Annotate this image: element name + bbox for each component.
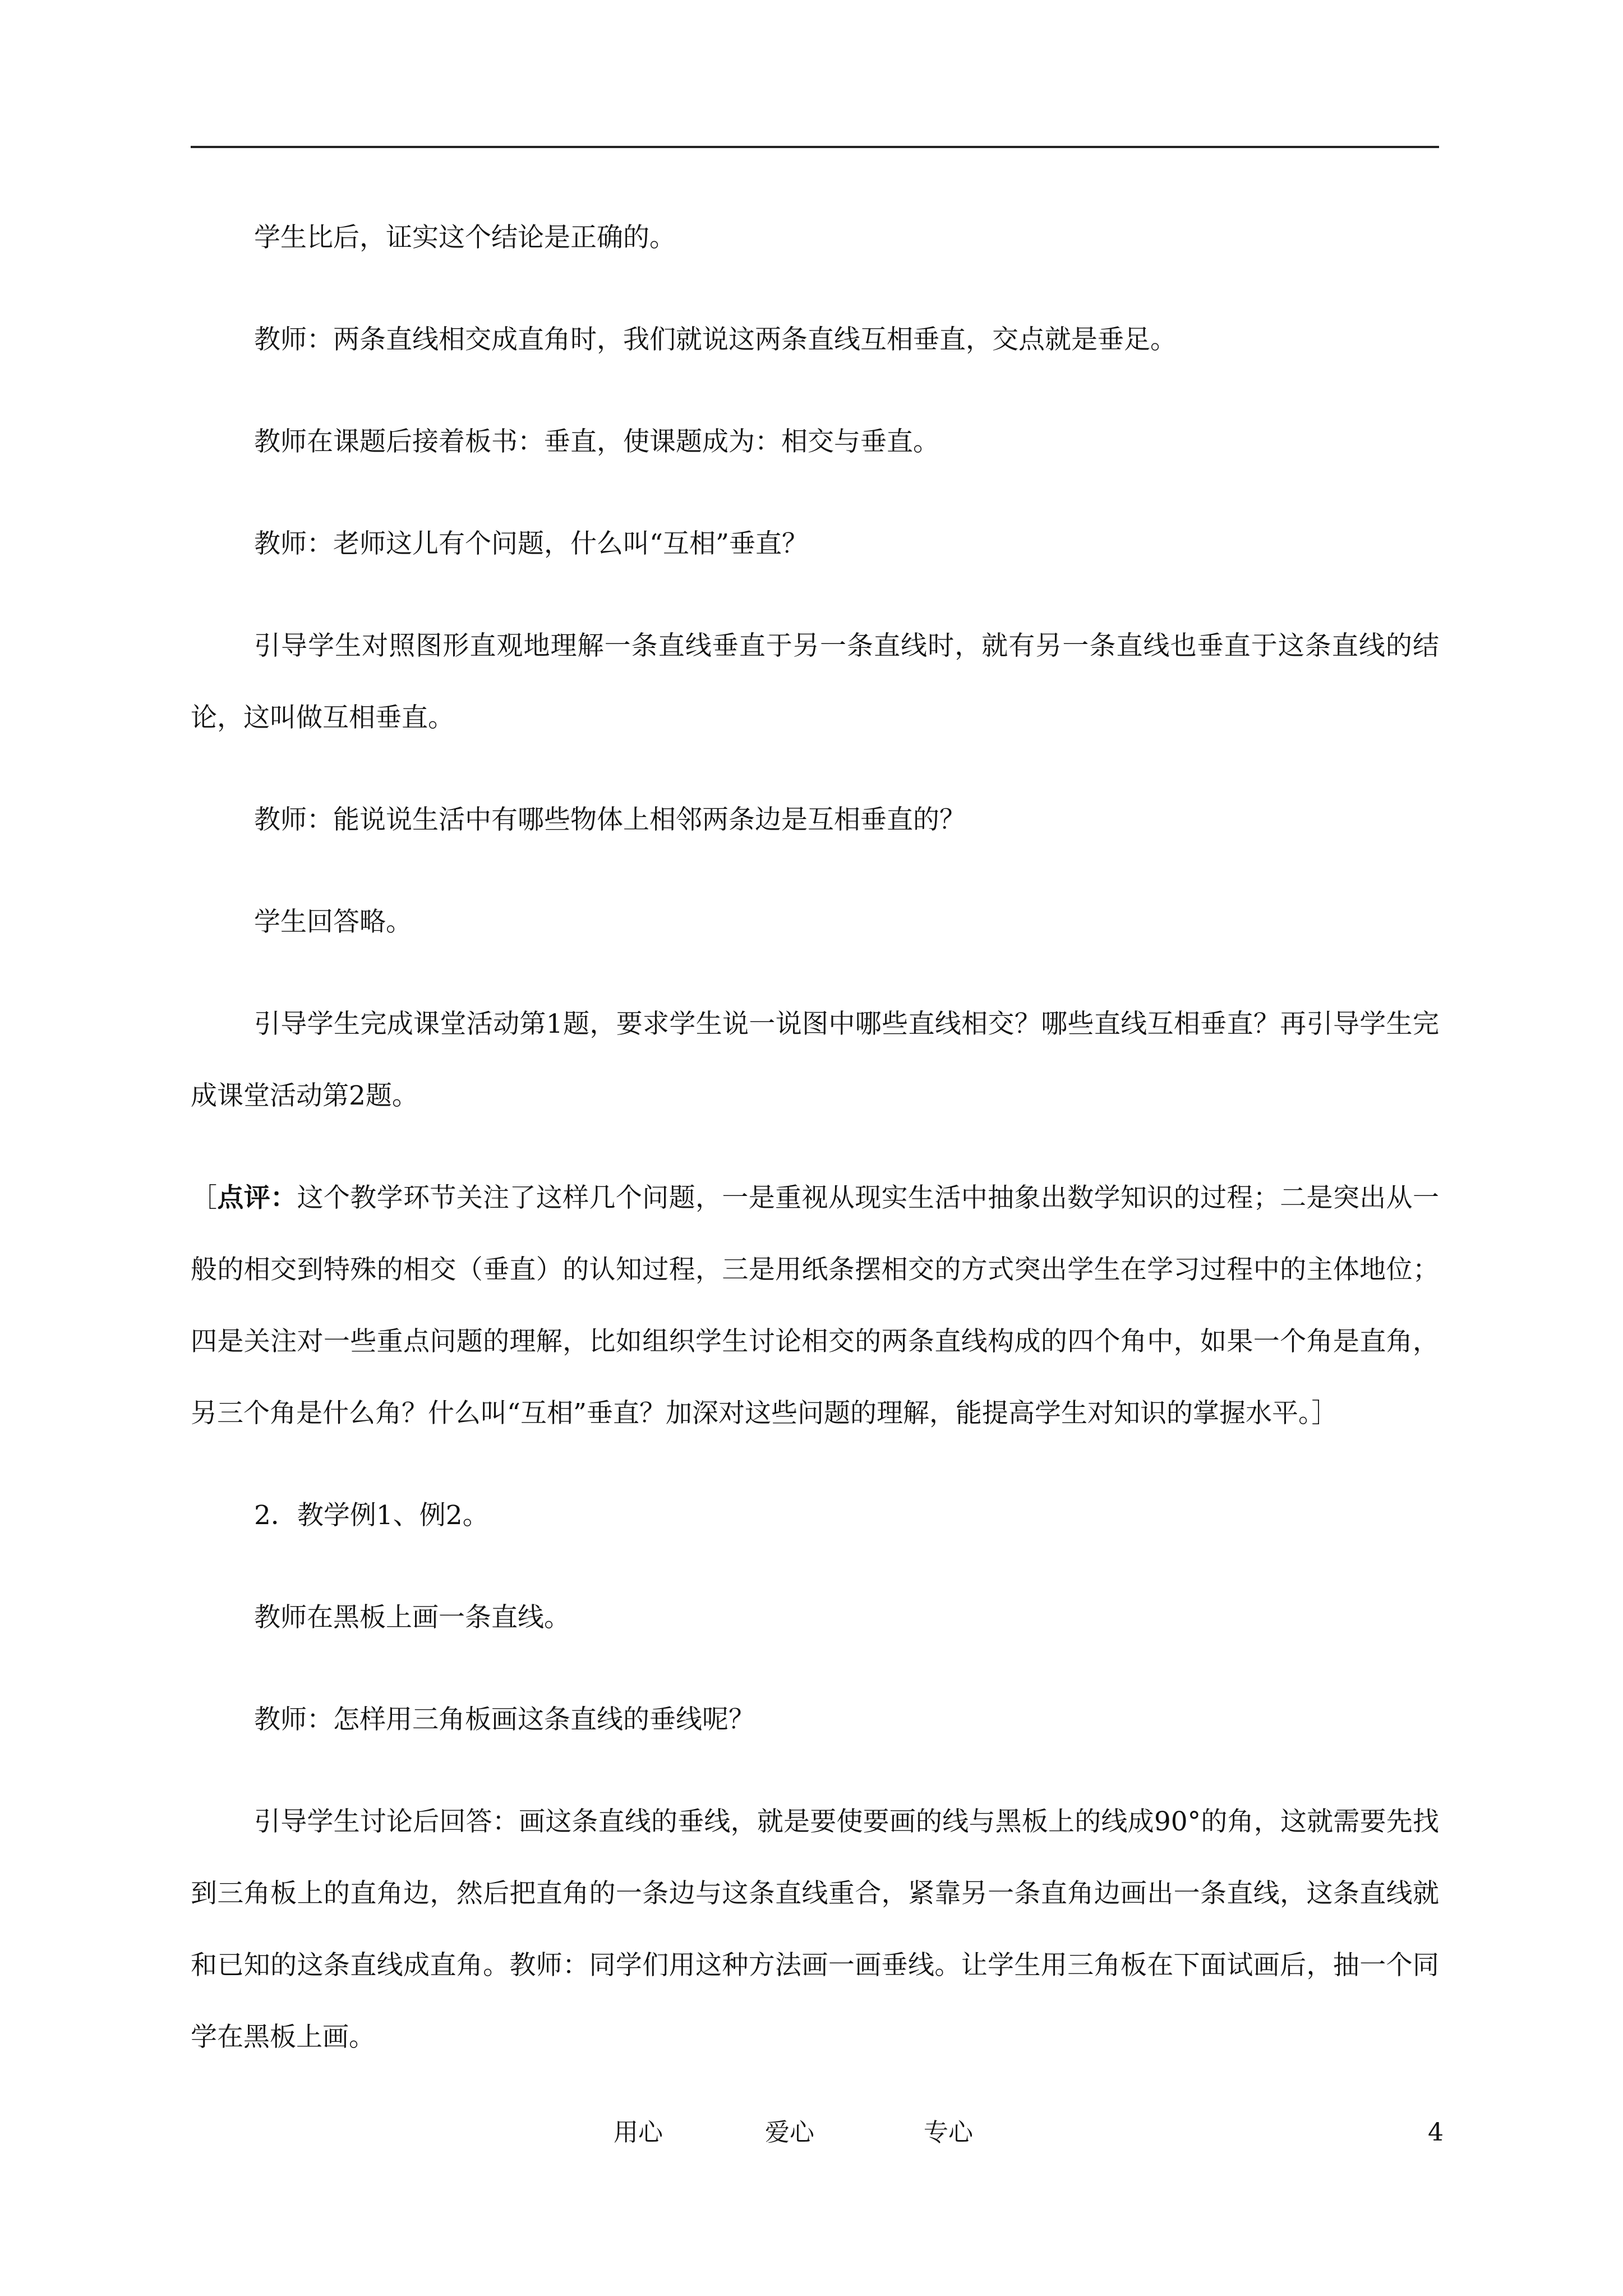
paragraph: 教师：老师这儿有个问题，什么叫“互相”垂直？ (254, 528, 809, 559)
footer-motto-item: 爱心 (765, 2118, 814, 2147)
comment-label: 点评： (217, 1182, 297, 1213)
paragraph: 学生比后，证实这个结论是正确的。 (254, 222, 676, 253)
page-number: 4 (1428, 2118, 1444, 2147)
paragraph: 教师在黑板上画一条直线。 (254, 1602, 570, 1633)
comment-text: 这个教学环节关注了这样几个问题，一是重视从现实生活中抽象出数学知识的过程；二是突出从一般的相交到特殊的相交（垂直）的认知过程，三是用纸条摆相交的方式突出学生在学习过程中的主体地位；四是关注对一些重点问题的理解，比如组织学生讨论相交的两条直线构成的四个角中，如果一个角是直角，另三个角是什么角？什么叫“互相”垂直？加深对这些问题的理解，能提高学生对知识的掌握水平。］ (191, 1182, 1440, 1429)
paragraph: 学生回答略。 (254, 907, 412, 937)
paragraph: 引导学生对照图形直观地理解一条直线垂直于另一条直线时，就有另一条直线也垂直于这条直线的结论，这叫做互相垂直。 (191, 631, 1439, 733)
paragraph: 教师：怎样用三角板画这条直线的垂线呢？ (254, 1704, 755, 1735)
section-heading: 2．教学例1、例2。 (254, 1500, 489, 1531)
paragraph: 引导学生完成课堂活动第1题，要求学生说一说图中哪些直线相交？哪些直线互相垂直？再引导学生完成课堂活动第2题。 (191, 1009, 1439, 1111)
footer-motto-item: 专心 (924, 2118, 973, 2147)
header-rule (191, 146, 1439, 148)
paragraph: 引导学生讨论后回答：画这条直线的垂线，就是要使要画的线与黑板上的线成90°的角，这就需要先找到三角板上的直角边，然后把直角的一条边与这条直线重合，紧靠另一条直角边画出一条直线，这条直线就和已知的这条直线成直角。教师：同学们用这种方法画一画垂线。让学生用三角板在下面试画后，抽一个同学在黑板上画。 (191, 1806, 1439, 2053)
comment-open-bracket: ［ (191, 1182, 218, 1213)
document-body (191, 202, 1439, 2104)
comment-paragraph (191, 1162, 1439, 1450)
paragraph: 教师：两条直线相交成直角时，我们就说这两条直线互相垂直，交点就是垂足。 (254, 324, 1177, 355)
paragraph: 教师：能说说生活中有哪些物体上相邻两条边是互相垂直的？ (254, 804, 966, 835)
footer-motto-item: 用心 (614, 2118, 663, 2147)
page-footer (0, 2116, 1623, 2150)
paragraph: 教师在课题后接着板书：垂直，使课题成为：相交与垂直。 (254, 426, 939, 457)
